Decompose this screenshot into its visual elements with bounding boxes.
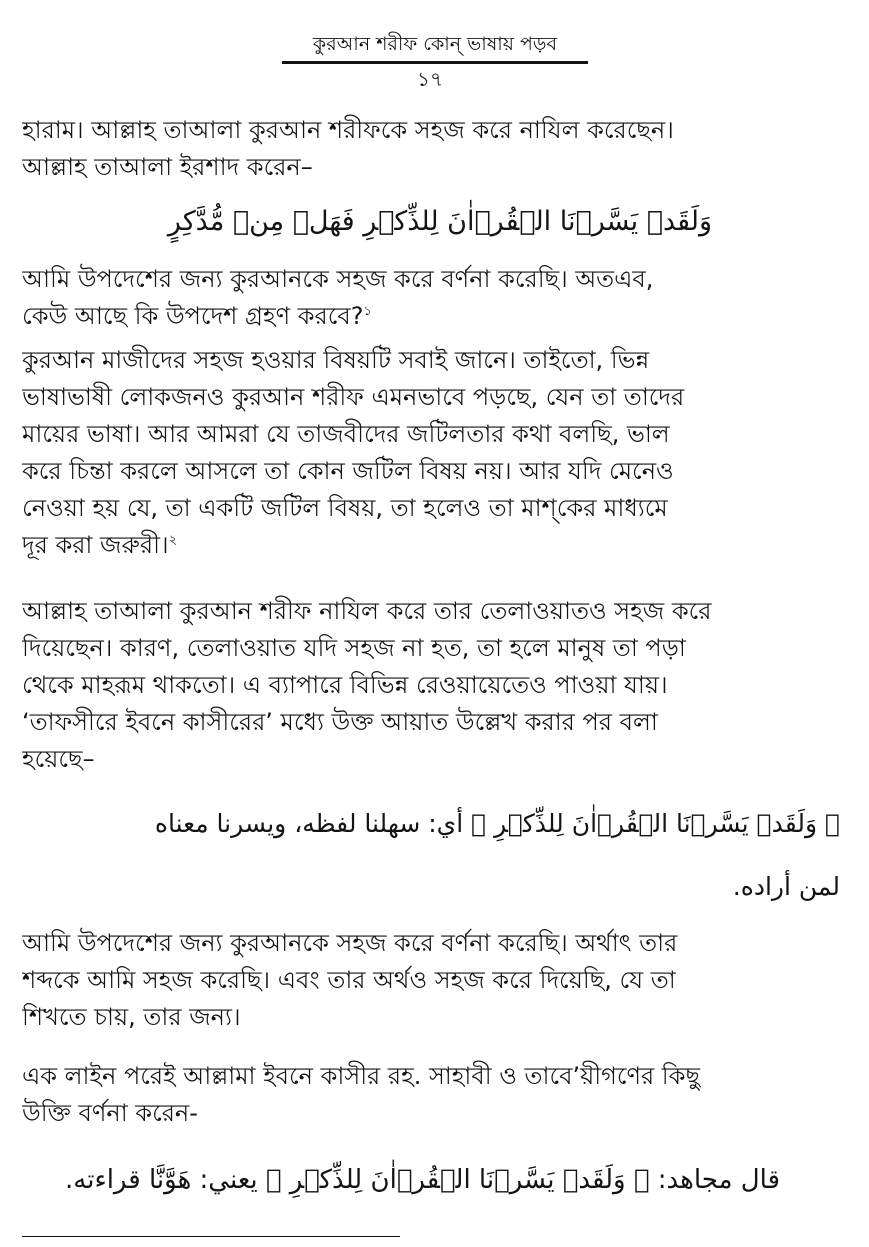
paragraph-3-line-1: কুরআন মাজীদের সহজ হওয়ার বিষয়টি সবাই জানে। তাইতো, ভিন্ন — [22, 346, 650, 374]
footnote-ref-2: ২ — [168, 533, 178, 548]
paragraph-3 — [22, 342, 830, 564]
paragraph-4-line-1: আল্লাহ তাআলা কুরআন শরীফ নাযিল করে তার তেলাওয়াতও সহজ করে — [22, 597, 712, 625]
paragraph-3-line-2: ভাষাভাষী লোকজনও কুরআন শরীফ এমনভাবে পড়ছে, যেন তা তাদের — [22, 383, 685, 411]
footnote-separator — [22, 1236, 400, 1237]
paragraph-6 — [22, 1058, 830, 1132]
paragraph-2-line-2-text: কেউ আছে কি উপদেশ গ্রহণ করবে? — [22, 302, 364, 330]
paragraph-5-line-1: আমি উপদেশের জন্য কুরআনকে সহজ করে বর্ণনা করেছি। অর্থাৎ তার — [22, 929, 678, 957]
paragraph-1-line-2: আল্লাহ তাআলা ইরশাদ করেন– — [22, 153, 313, 181]
paragraph-2 — [22, 261, 830, 335]
paragraph-6-line-1: এক লাইন পরেই আল্লামা ইবনে কাসীর রহ. সাহাবী ও তাবে’য়ীগণের কিছু — [22, 1062, 701, 1090]
paragraph-1 — [22, 112, 830, 186]
paragraph-5 — [22, 925, 830, 1036]
page-number: ১৭ — [417, 67, 443, 91]
paragraph-3-line-4: করে চিন্তা করলে আসলে তা কোন জটিল বিষয় নয়। আর যদি মেনেও — [22, 457, 674, 485]
paragraph-3-line-5: নেওয়া হয় যে, তা একটি জটিল বিষয়, তা হলেও তা মাশ্‌কের মাধ্যমে — [22, 494, 668, 522]
paragraph-6-line-2: উক্তি বর্ণনা করেন- — [22, 1099, 198, 1127]
header-rule — [282, 61, 588, 64]
paragraph-3-line-6 — [22, 527, 830, 564]
paragraph-4-line-4: ‘তাফসীরে ইবনে কাসীরের’ মধ্যে উক্ত আয়াত উল্লেখ করার পর বলা — [22, 708, 658, 736]
paragraph-5-line-3: শিখতে চায়, তার জন্য। — [22, 1003, 241, 1031]
mujahid-quote: قال مجاهد: ﴿ وَلَقَدۡ يَسَّرۡنَا الۡقُرۡاٰنَ لِلذِّكۡرِ ﴾ يعني: هَوَّنَّا قراءته. — [65, 1165, 780, 1195]
paragraph-2-line-2 — [22, 298, 830, 335]
paragraph-3-line-6-text: দূর করা জরুরী। — [22, 531, 169, 559]
paragraph-2-line-1: আমি উপদেশের জন্য কুরআনকে সহজ করে বর্ণনা করেছি। অতএব, — [22, 265, 654, 293]
quran-ayah-1: وَلَقَدۡ يَسَّرۡنَا الۡقُرۡاٰنَ لِلذِّكۡرِ فَهَلۡ مِنۡ مُّدَّكِرٍ — [167, 206, 713, 237]
paragraph-1-line-1: হারাম। আল্লাহ তাআলা কুরআন শরীফকে সহজ করে নাযিল করেছেন। — [22, 116, 674, 144]
running-title: কুরআন শরীফ কোন্ ভাষায় পড়ব — [312, 33, 558, 55]
footnote-ref-1: ১ — [363, 304, 372, 319]
paragraph-4 — [22, 593, 830, 778]
paragraph-4-line-2: দিয়েছেন। কারণ, তেলাওয়াত যদি সহজ না হত, তা হলে মানুষ তা পড়া — [22, 634, 686, 662]
paragraph-4-line-3: থেকে মাহরূম থাকতো। এ ব্যাপারে বিভিন্ন রেওয়ায়েতেও পাওয়া যায়। — [22, 671, 668, 699]
paragraph-3-line-3: মায়ের ভাষা। আর আমরা যে তাজবীদের জটিলতার কথা বলছি, ভাল — [22, 420, 670, 448]
paragraph-4-line-5: হয়েছে– — [22, 745, 95, 773]
tafsir-quote-line-2: لمن أراده. — [732, 872, 840, 901]
paragraph-5-line-2: শব্দকে আমি সহজ করেছি। এবং তার অর্থও সহজ করে দিয়েছি, যে তা — [22, 966, 676, 994]
tafsir-quote-line-1: ﴿ وَلَقَدۡ يَسَّرۡنَا الۡقُرۡاٰنَ لِلذِّكۡرِ ﴾ أي: سهلنا لفظه، ويسرنا معناه — [154, 809, 840, 838]
